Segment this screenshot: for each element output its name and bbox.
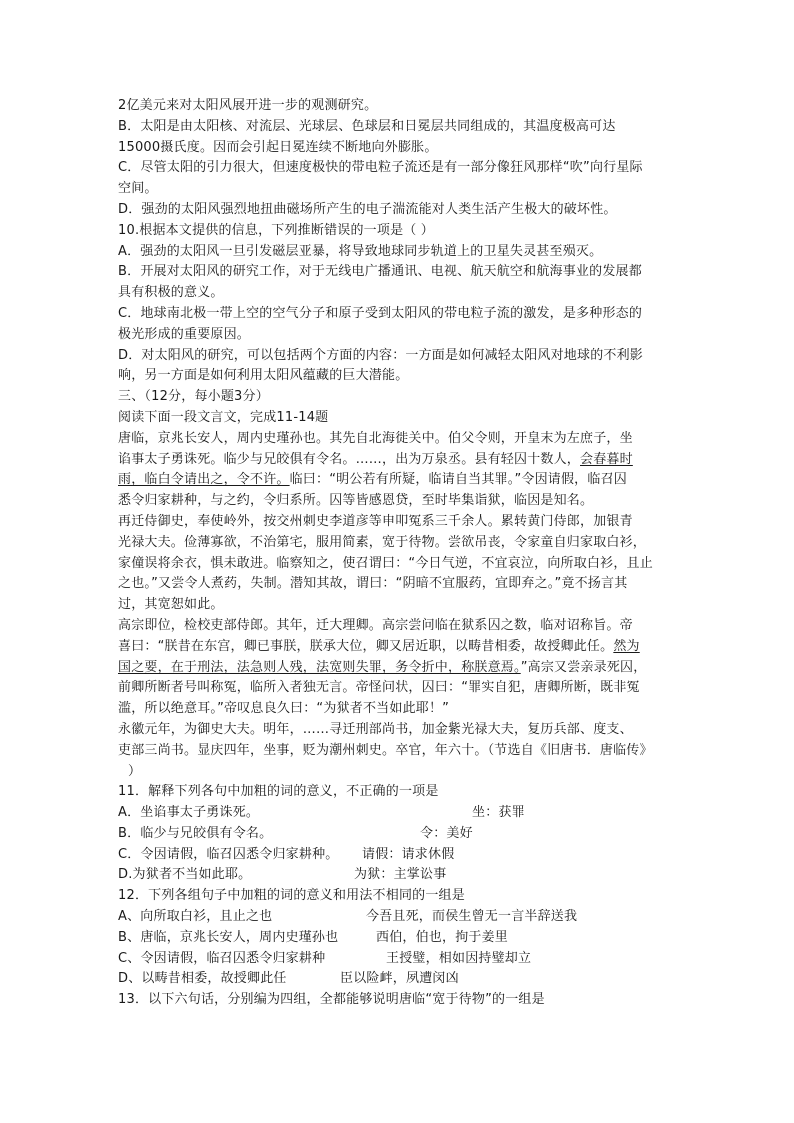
option-d: D．对太阳风的研究，可以包括两个方面的内容：一方面是如何减轻太阳风对地球的不利影 [118, 347, 644, 363]
underlined-sentence: 国之要，在于刑法，法急则人残，法宽则失罪，务令折中，称朕意焉。 [118, 659, 521, 675]
passage-text: 喜曰：“朕昔在东宫，卿已事朕，朕承大位，卿又居近职，以畴昔相委，故授卿此任。 [118, 638, 614, 654]
passage-line: 唐临，京兆长安人，周内史瑾孙也。其先自北海徙关中。伯父令则，开皇末为左庶子，坐 [118, 430, 633, 446]
option-b: B．开展对太阳风的研究工作，对于无线电广播通讯、电视、航天航空和航海事业的发展都 [118, 264, 642, 280]
q12-option-b [118, 928, 678, 949]
option-sentence: D、以畴昔相委，故授卿此任 [118, 971, 287, 987]
option-sentence: A、向所取白衫，且止之也 [118, 909, 273, 925]
underlined-sentence: 然为 [613, 638, 640, 654]
question-10-stem: 10.根据本文提供的信息，下列推断错误的一项是（ ） [118, 222, 435, 238]
option-gloss: 令：美好 [420, 825, 473, 841]
text-line: 响，另一方面是如何利用太阳风蕴藏的巨大潜能。 [118, 368, 409, 384]
option-sentence: C、令因请假，临召囚悉令归家耕种 [118, 950, 326, 966]
section-heading: 三、（12分，每小题3分） [118, 389, 269, 405]
question-13-stem: 13．以下六句话，分别编为四组，全都能够说明唐临“宽于待物”的一组是 [118, 992, 545, 1008]
text-line: 2亿美元来对太阳风展开进一步的观测研究。 [118, 98, 378, 113]
passage-line: 高宗即位，检校吏部侍郎。其年，迁大理卿。高宗尝问临在狱系囚之数，临对诏称旨。帝 [118, 617, 633, 633]
passage-text: ”高宗又尝亲录死囚， [520, 659, 647, 675]
passage-line [118, 450, 678, 471]
passage-line: 之也。”又尝令人煮药，失制。潜知其故，谓曰：“阴暗不宜服药，宜即弃之。”竟不扬言其 [118, 576, 628, 592]
option-gloss: 请假：请求休假 [362, 846, 455, 862]
text-line: 空间。 [118, 181, 158, 197]
option-compare: 西伯，伯也，拘于姜里 [376, 929, 509, 945]
text-line: 具有积极的意义。 [118, 285, 224, 301]
q12-option-a [118, 907, 678, 928]
passage-line: 吏部三尚书。显庆四年，坐事，贬为潮州刺史。卒官，年六十。（节选自《旧唐书．唐临传》 [118, 742, 653, 758]
underlined-sentence: 会春暮时 [580, 451, 633, 467]
question-12-stem: 12．下列各组句子中加粗的词的意义和用法不相同的一组是 [118, 888, 465, 904]
passage-line: 过，其宽恕如此。 [118, 597, 224, 613]
passage-line: 悉令归家耕种，与之约，令归系所。囚等皆感恩贷，至时毕集诣狱，临因是知名。 [118, 493, 594, 509]
q11-option-d [118, 865, 678, 886]
passage-line: 滥，所以绝意耳。”帝叹息良久曰：“为狱者不当如此耶！” [118, 701, 450, 717]
option-sentence: B．临少与兄皎俱有令名。 [118, 825, 273, 841]
question-11-stem: 11．解释下列各句中加粗的词的意义，不正确的一项是 [118, 784, 439, 800]
passage-line [118, 637, 678, 658]
option-compare: 王授璧，相如因持璧却立 [386, 950, 532, 966]
option-sentence: D.为狱者不当如此耶。 [118, 867, 252, 883]
passage-line [118, 658, 678, 679]
passage-text: 谄事太子勇诛死。临少与兄皎俱有令名。……，出为万泉丞。县有轻囚十数人， [118, 451, 581, 467]
option-a: A．强劲的太阳风一旦引发磁层亚暴，将导致地球同步轨道上的卫星失灵甚至殒灭。 [118, 243, 603, 259]
option-gloss: 坐：获罪 [472, 805, 525, 821]
document-body [118, 96, 678, 1011]
reading-instruction: 阅读下面一段文言文，完成11-14题 [118, 409, 329, 425]
option-c: C．地球南北极一带上空的空气分子和原子受到太阳风的带电粒子流的激发，是多种形态的 [118, 305, 643, 321]
option-d: D．强劲的太阳风强烈地扭曲磁场所产生的电子湍流能对人类生活产生极大的破坏性。 [118, 201, 617, 217]
q12-option-d [118, 969, 678, 990]
passage-text: 临曰：“明公若有所疑，临请自当其罪。”令因请假，临召囚 [289, 472, 627, 488]
passage-line [118, 470, 678, 491]
q11-option-b [118, 824, 678, 845]
option-compare: 臣以险衅，夙遭闵凶 [340, 971, 459, 987]
text-line: 15000摄氏度。因而会引起日冕连续不断地向外膨胀。 [118, 139, 438, 155]
passage-line: 永徽元年，为御史大夫。明年，……寻迁刑部尚书，加金紫光禄大夫，复历兵部、度支、 [118, 721, 633, 737]
passage-line: ） [128, 763, 142, 779]
passage-line: 再迁侍御史，奉使岭外，按交州刺史李道彦等申叩冤系三千余人。累转黄门侍郎，加银青 [118, 513, 633, 529]
option-sentence: B、唐临，京兆长安人，周内史瑾孙也 [118, 929, 339, 945]
option-c: C．尽管太阳的引力很大，但速度极快的带电粒子流还是有一部分像狂风那样“吹”向行星际 [118, 160, 643, 176]
q11-option-c [118, 845, 678, 866]
passage-line: 光禄大夫。俭薄寡欲，不治第宅，服用简素，宽于待物。尝欲吊丧，令家童自归家取白衫， [118, 534, 647, 550]
option-b: B．太阳是由太阳核、对流层、光球层、色球层和日冕层共同组成的，其温度极高可达 [118, 118, 616, 134]
option-gloss: 为狱：主掌讼事 [354, 867, 447, 883]
option-compare: 今吾且死，而侯生曾无一言半辞送我 [366, 909, 578, 925]
q12-option-c [118, 949, 678, 970]
passage-line: 前卿所断者号叫称冤，临所入者独无言。帝怪问状，囚曰：“罪实自犯，唐卿所断，既非冤 [118, 680, 640, 696]
passage-line: 家僮误将余衣，惧未敢进。临察知之，使召谓曰：“今日气逆，不宜哀泣，向所取白衫，且止 [118, 555, 653, 571]
option-sentence: A．坐谄事太子勇诛死。 [118, 805, 260, 821]
text-line: 极光形成的重要原因。 [118, 326, 251, 342]
underlined-sentence: 雨，临白令请出之，令不许。 [118, 472, 290, 488]
option-sentence: C．令因请假，临召囚悉令归家耕种。 [118, 846, 339, 862]
q11-option-a [118, 803, 678, 824]
